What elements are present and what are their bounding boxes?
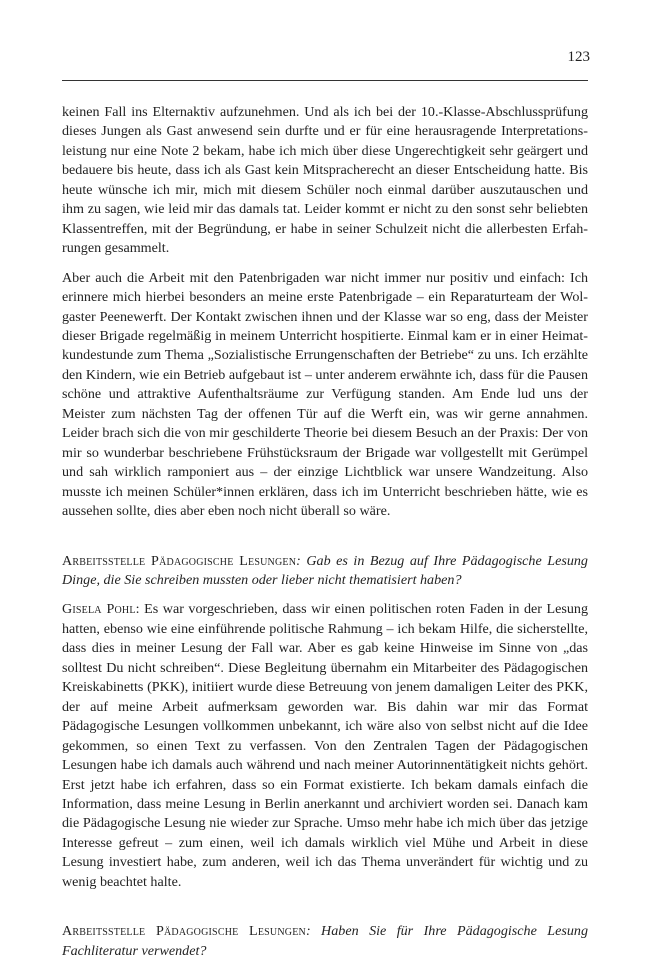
header-rule xyxy=(62,80,588,81)
interviewer-name: Arbeitsstelle Pädagogische Lesungen xyxy=(62,923,306,940)
paragraph: keinen Fall ins Elternaktiv aufzunehmen. Und als ich bei der 10.-Klasse-Abschlussprüfung dieses Jungen als Gast anwesend sein durfte und er für eine herausragende Interpretationsleistung nur eine Note 2 bekam, habe ich mich über diese Ungerechtigkeit sehr geärgert und bedauere bis heute, dass ich als Gast kein Mitspracherecht an dieser Entscheidung hatte. Bis heute wünsche ich mir, mich mit diesem Schüler noch einmal darüber auszutauschen und ihm zu sagen, wie leid mir das damals tat. Leider kommt er nicht zu den sonst sehr beliebten Klassentreffen, mit der Begründung, er habe in seiner Schulzeit nicht die allerbesten Erfahrungen gesammelt. xyxy=(62,104,588,257)
interviewer-name: Arbeitsstelle Pädagogische Lesungen xyxy=(62,552,297,569)
page-body xyxy=(62,103,588,961)
paragraph: Aber auch die Arbeit mit den Patenbrigaden war nicht immer nur positiv und einfach: Ich erinnere mich hierbei besonders an meine erste Patenbrigade – ein Reparaturteam der Wolgaster Peenewerft. Der Kontakt zwischen ihnen und der Klasse war so eng, dass der Meister dieser Brigade regelmäßig in meinem Unterricht hospitierte. Einmal kam er in einer Heimatkundestunde zum Thema „Sozialistische Errungenschaften der Betriebe“ zu uns. Ich erzählte den Kindern, wie ein Betrieb aufgebaut ist – unter anderem erwähnte ich, dass für die Pausen schöne und attraktive Aufenthaltsräume zur Verfügung standen. Am Ende lud uns der Meister zum nächsten Tag der offenen Tür auf die Werft ein, was wir gerne annahmen. Leider brach sich die von mir geschilderte Theorie bei diesem Besuch an der Praxis: Der von mir so wunderbar beschriebene Frühstücksraum der Brigade war vollgestellt mit Gerümpel und sah wirklich ramponiert aus – der einzige Lichtblick war unsere Wandzeitung. Also musste ich meinen Schüler*innen erklären, dass ich im Unterricht beschrieben hätte, wie es aussehen sollte, dies aber eben noch nicht überall so wäre. xyxy=(62,269,588,520)
interviewee-name: Gisela Pohl xyxy=(62,601,136,618)
interview-question xyxy=(62,552,588,591)
interview-answer xyxy=(62,600,588,892)
question-text: : Haben Sie für Ihre Pädagogische Lesung Fachliteratur verwendet? xyxy=(62,923,588,959)
answer-text: : Es war vorgeschrieben, dass wir einen politischen roten Faden in der Lesung hatten, ebenso wie eine einführende politische Rahmung – ich bekam Hilfe, die sicherstellte, dass dies in meiner Lesung der Fall war. Aber es gab keine Hinweise im Sinne von „das solltest Du nicht schreiben“. Diese Begleitung übernahm ein Mitarbeiter des Pädagogischen Kreiskabinetts (PKK), initiiert wurde diese Betreuung von jenem damaligen Leiter des PKK, der auf meine Arbeit aufmerksam geworden war. Bis dahin war mir das Format Pädagogische Lesungen vollkommen unbekannt, ich wäre also von selbst nicht auf die Idee gekommen, so einen Text zu verfassen. Von den Zentralen Tagen der Pädagogischen Lesungen habe ich damals auch während und nach meiner Autorinnentätigkeit nichts gehört. Erst jetzt habe ich erfahren, dass so ein Format existierte. Ich bekam damals einfach die Information, dass meine Lesung in Berlin anerkannt und archiviert worden sei. Danach kam die Pädagogische Lesung nie wieder zur Sprache. Umso mehr habe ich mich über das jetzige Interesse gefreut – zum einen, weil ich damals wirklich viel Mühe und Arbeit in diese Lesung investiert habe, zum anderen, weil ich das Thema unverändert für wichtig und zu wenig beachtet halte. xyxy=(62,601,588,890)
interview-question xyxy=(62,922,588,961)
page-number: 123 xyxy=(567,49,590,65)
question-text: : Gab es in Bezug auf Ihre Pädagogische Lesung Dinge, die Sie schreiben mussten oder lieber nicht thematisiert haben? xyxy=(62,552,588,588)
